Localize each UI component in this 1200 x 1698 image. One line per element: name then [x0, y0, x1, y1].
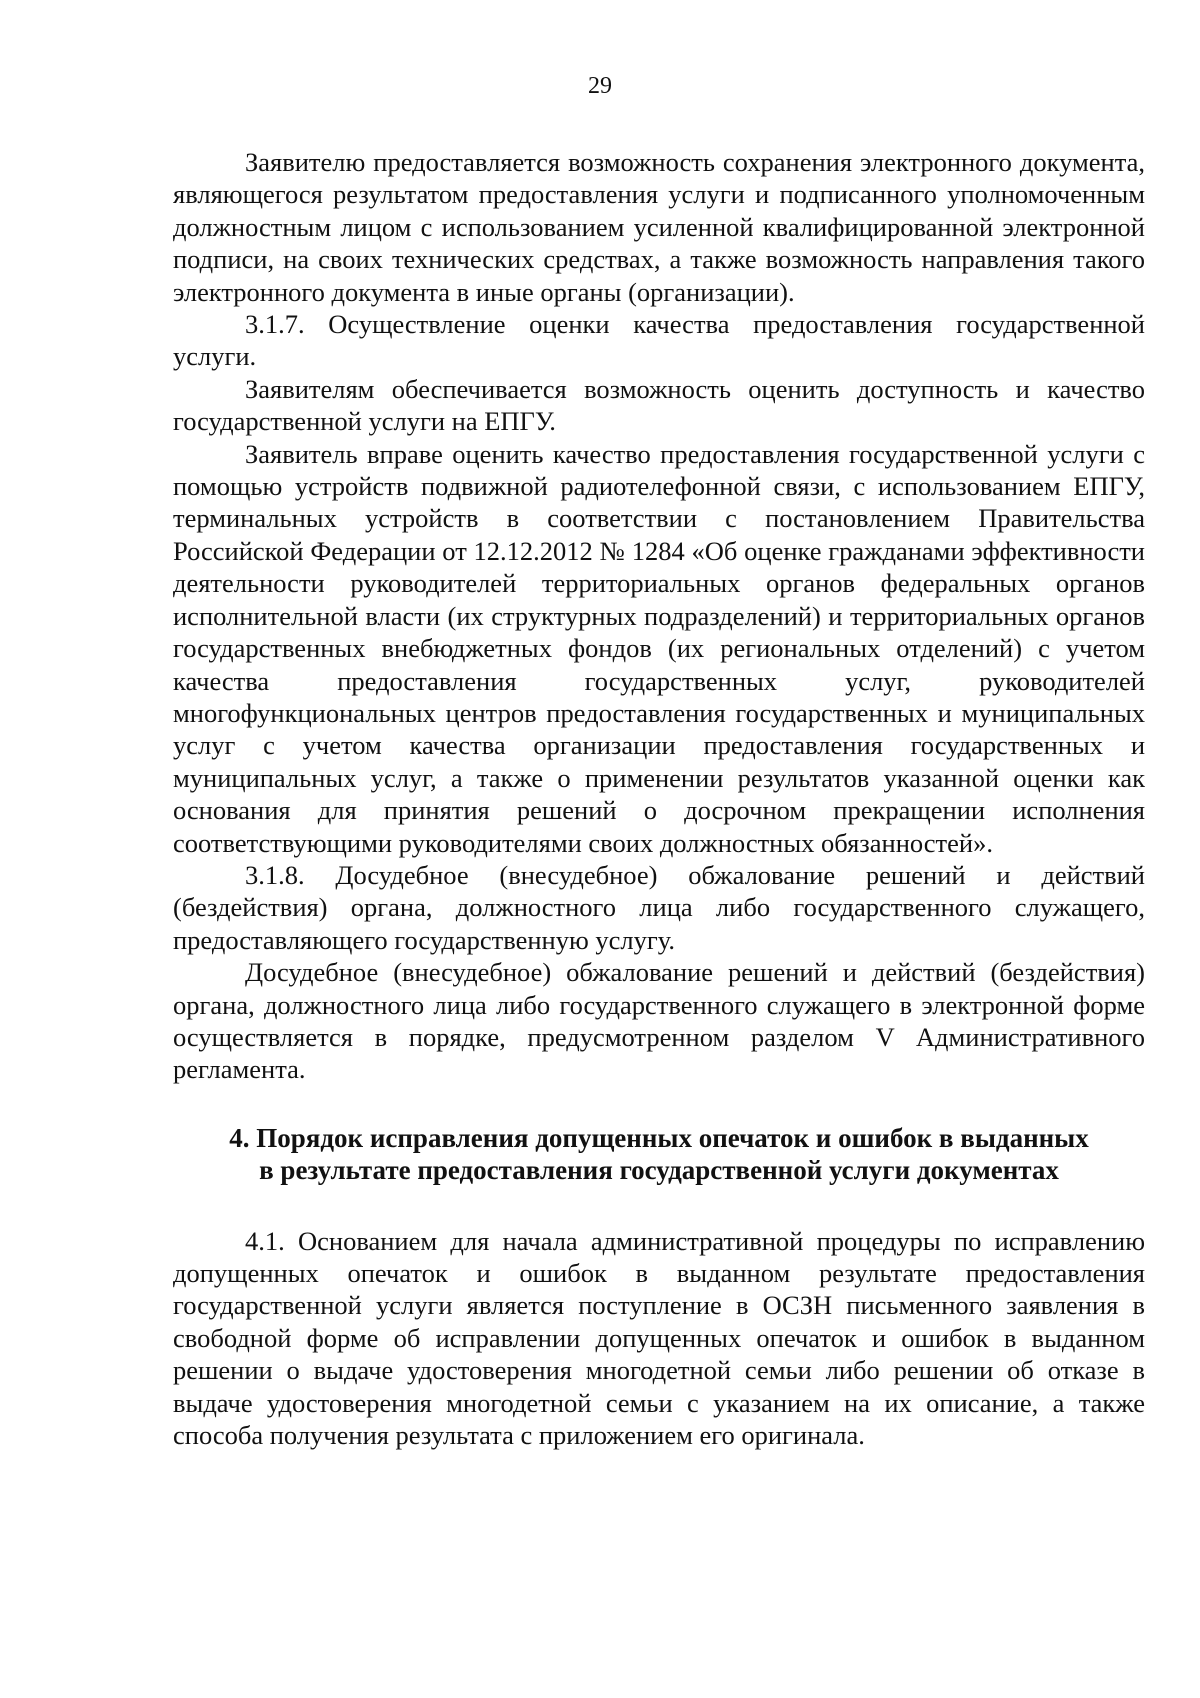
paragraph: 4.1. Основанием для начала административной процедуры по исправлению допущенных опечаток и ошибок в выданном результате предоставления государственной услуги является поступление в ОСЗН письменного заявления в свободной форме об исправлении допущенных опечаток и ошибок в выданном решении о выдаче удостоверения многодетной семьи либо решении об отказе в выдаче удостоверения многодетной семьи с указанием на их описание, а также способа получения результата с приложением его оригинала. — [173, 1225, 1145, 1451]
paragraph: 3.1.8. Досудебное (внесудебное) обжалование решений и действий (бездействия) органа, должностного лица либо государственного служащего, предоставляющего государственную услугу. — [173, 859, 1145, 955]
document-body — [173, 146, 1145, 1451]
paragraph: Заявителям обеспечивается возможность оценить доступность и качество государственной услуги на ЕПГУ. — [173, 373, 1145, 437]
paragraph: Заявителю предоставляется возможность сохранения электронного документа, являющегося результатом предоставления услуги и подписанного уполномоченным должностным лицом с использованием усиленной квалифицированной электронной подписи, на своих технических средствах, а также возможность направления такого электронного документа в иные органы (организации). — [173, 147, 1145, 307]
section-heading-line: в результате предоставления государственной услуги документах — [259, 1155, 1059, 1186]
paragraph: Заявитель вправе оценить качество предоставления государственной услуги с помощью устройств подвижной радиотелефонной связи, с использованием ЕПГУ, терминальных устройств в соответствии с постановлением Правительства Российской Федерации от 12.12.2012 № 1284 «Об оценке гражданами эффективности деятельности руководителей территориальных органов федеральных органов исполнительной власти (их структурных подразделений) и территориальных органов государственных внебюджетных фондов (их региональных отделений) с учетом качества предоставления государственных услуг, руководителей многофункциональных центров предоставления государственных и муниципальных услуг с учетом качества организации предоставления государственных и муниципальных услуг, а также о применении результатов указанной оценки как основания для принятия решений о досрочном прекращении исполнения соответствующими руководителями своих должностных обязанностей». — [173, 438, 1145, 858]
section-heading — [173, 1122, 1145, 1187]
paragraph: Досудебное (внесудебное) обжалование решений и действий (бездействия) органа, должностного лица либо государственного служащего в электронной форме осуществляется в порядке, предусмотренном разделом V Административного регламента. — [173, 957, 1145, 1085]
section-heading-line: 4. Порядок исправления допущенных опечаток и ошибок в выданных — [229, 1122, 1089, 1153]
page-number: 29 — [588, 73, 612, 99]
paragraph: 3.1.7. Осуществление оценки качества предоставления государственной услуги. — [173, 309, 1145, 372]
